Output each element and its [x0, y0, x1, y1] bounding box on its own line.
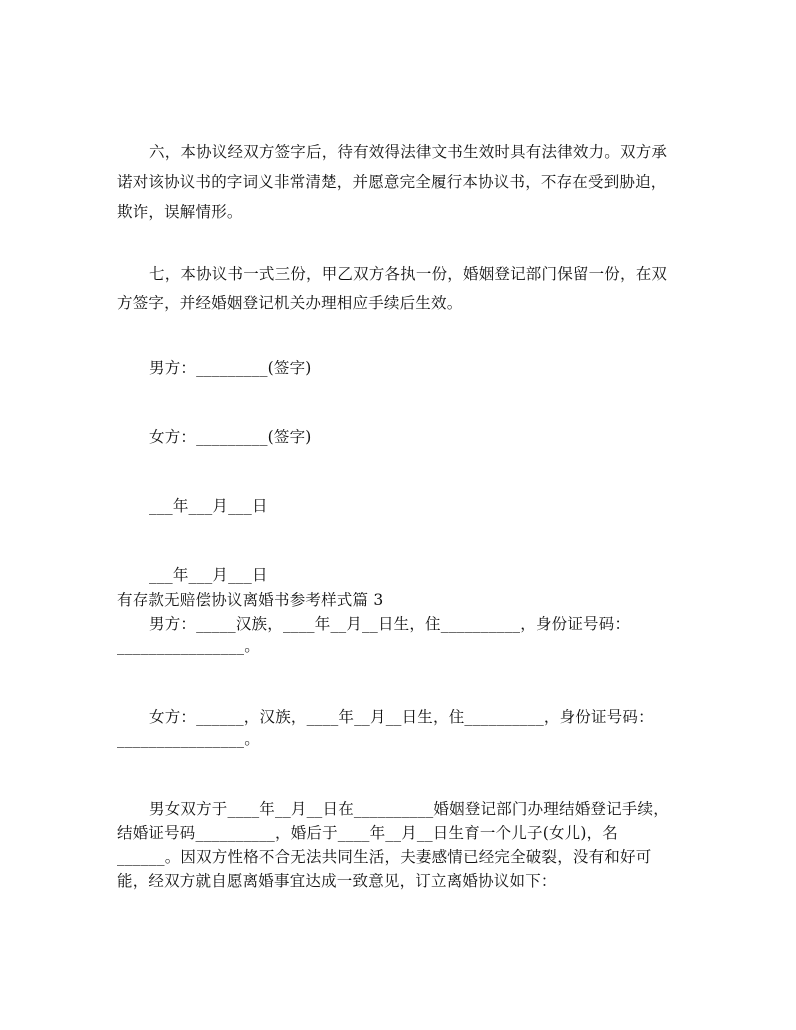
date-line-1: ___年___月___日 — [149, 497, 268, 515]
male-info-line-2: ________________。 — [117, 637, 260, 655]
marriage-para-line-2: 结婚证号码__________，婚后于____年__月__日生育一个儿子(女儿)，名 — [117, 824, 618, 842]
male-signature-line: 男方：_________(签字) — [149, 359, 312, 377]
section-title: 有存款无赔偿协议离婚书参考样式篇 3 — [117, 591, 384, 609]
male-info-line-1: 男方：_____汉族，____年__月__日生，住__________，身份证号码： — [149, 615, 631, 633]
marriage-para-line-4: 能，经双方就自愿离婚事宜达成一致意见，订立离婚协议如下： — [117, 872, 557, 890]
marriage-para-line-1: 男女双方于____年__月__日在__________婚姻登记部门办理结婚登记手续， — [149, 800, 669, 818]
date-line-2: ___年___月___日 — [149, 566, 268, 584]
clause-7-line-2: 方签字，并经婚姻登记机关办理相应手续后生效。 — [117, 294, 463, 312]
clause-7-line-1: 七，本协议书一式三份，甲乙双方各执一份，婚姻登记部门保留一份，在双 — [149, 265, 668, 283]
female-info-line-2: ________________。 — [117, 730, 260, 748]
marriage-para-line-3: ______。因双方性格不合无法共同生活，夫妻感情已经完全破裂，没有和好可 — [117, 848, 652, 866]
clause-6-line-3: 欺诈，误解情形。 — [117, 203, 243, 221]
female-info-line-1: 女方：______，汉族，____年__月__日生，住__________，身份证号码： — [149, 708, 654, 726]
female-signature-line: 女方：_________(签字) — [149, 428, 312, 446]
clause-6-line-1: 六，本协议经双方签字后，待有效得法律文书生效时具有法律效力。双方承 — [149, 143, 668, 161]
clause-6-line-2: 诺对该协议书的字词义非常清楚，并愿意完全履行本协议书，不存在受到胁迫， — [117, 173, 667, 191]
